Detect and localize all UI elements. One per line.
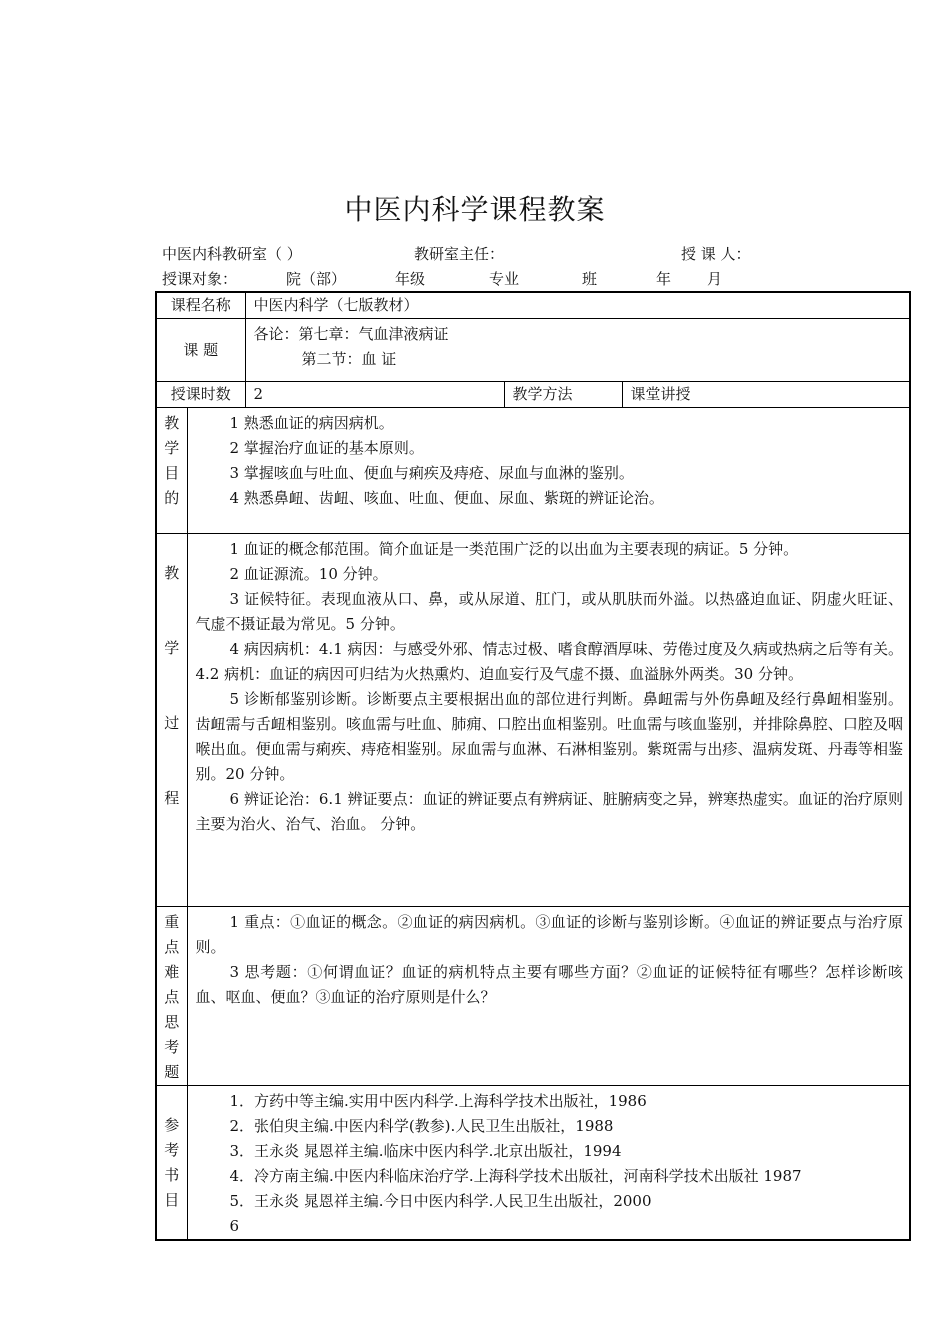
row-hours [156, 382, 910, 408]
goal-item: 1 熟悉血证的病因病机。 [229, 414, 394, 432]
goals-label-char: 学 [164, 439, 180, 457]
process-label-char: 过 [164, 714, 180, 732]
key-label-char: 点 [164, 938, 180, 956]
process-label-char: 程 [164, 789, 180, 807]
year-label: 年 [656, 270, 672, 288]
row-topic [156, 319, 910, 382]
key-content [187, 907, 910, 1086]
ref-item: 5．王永炎 晁恩祥主编.今日中医内科学.人民卫生出版社，2000 [229, 1192, 652, 1210]
key-item: 1 重点：①血证的概念。②血证的病因病机。③血证的诊断与鉴别诊断。④血证的辨证要点与治疗原则。 [195, 913, 904, 956]
process-item: 4 病因病机：4.1 病因：与感受外邪、情志过极、嗜食醇酒厚味、劳倦过度及久病或热病之后等有关。4.2 病机：血证的病因可归结为火热熏灼、迫血妄行及气虚不摄、血溢脉外两类。30 分钟。 [195, 640, 904, 683]
process-item: 6 辨证论治：6.1 辨证要点：血证的辨证要点有辨病证、脏腑病变之异，辨寒热虚实。血证的治疗原则主要为治火、治气、治血。 分钟。 [195, 790, 904, 833]
process-item: 2 血证源流。10 分钟。 [229, 565, 388, 583]
page-title: 中医内科学课程教案 [344, 193, 606, 226]
ref-label-char: 参 [164, 1116, 180, 1134]
ref-label-char: 考 [164, 1141, 180, 1159]
row-goals [156, 408, 910, 534]
goals-label-char: 目 [164, 464, 180, 482]
process-label-char: 教 [164, 564, 180, 582]
key-label [156, 907, 187, 1086]
process-content [187, 534, 910, 907]
process-label-char: 学 [164, 639, 180, 657]
grade-label: 年级 [395, 270, 426, 288]
row-course [156, 292, 910, 319]
ref-label-char: 目 [164, 1191, 180, 1209]
ref-label [156, 1086, 187, 1241]
teacher-label: 授 课 人： [681, 245, 751, 263]
ref-item: 1．方药中等主编.实用中医内科学.上海科学技术出版社，1986 [229, 1092, 647, 1110]
hours-value: 2 [245, 382, 504, 408]
method-value: 课堂讲授 [622, 382, 910, 408]
row-process [156, 534, 910, 907]
goal-item: 4 熟悉鼻衄、齿衄、咳血、吐血、便血、尿血、紫斑的辨证论治。 [229, 489, 664, 507]
director-label: 教研室主任： [414, 245, 505, 263]
ref-item: 2．张伯臾主编.中医内科学(教参).人民卫生出版社，1988 [229, 1117, 614, 1135]
key-label-char: 重 [164, 913, 180, 931]
ref-item: 3．王永炎 晁恩祥主编.临床中医内科学.北京出版社，1994 [229, 1142, 622, 1160]
key-item: 3 思考题：①何谓血证？血证的病机特点主要有哪些方面？②血证的证候特征有哪些？怎样诊断咳血、呕血、便血？③血证的治疗原则是什么？ [195, 963, 904, 1006]
key-label-char: 题 [164, 1063, 180, 1081]
audience-label: 授课对象： [162, 270, 238, 288]
topic-cell [245, 319, 910, 382]
lesson-plan-table [155, 291, 911, 1241]
process-item: 5 诊断郁鉴别诊断。诊断要点主要根据出血的部位进行判断。鼻衄需与外伤鼻衄及经行鼻衄相鉴别。齿衄需与舌衄相鉴别。咳血需与吐血、肺痈、口腔出血相鉴别。吐血需与咳血鉴别，并排除鼻腔、口腔及咽喉出血。便血需与痢疾、痔疮相鉴别。尿血需与血淋、石淋相鉴别。紫斑需与出疹、温病发斑、丹毒等相鉴别。20 分钟。 [195, 690, 904, 783]
row-refs [156, 1086, 910, 1241]
course-label: 课程名称 [156, 292, 245, 319]
ref-label-char: 书 [164, 1166, 180, 1184]
college-label: 院（部） [286, 270, 347, 288]
process-item: 3 证候特征。表现血液从口、鼻，或从尿道、肛门，或从肌肤而外溢。以热盛迫血证、阴虚火旺证、气虚不摄证最为常见。5 分钟。 [195, 590, 904, 633]
refs-content [187, 1086, 910, 1241]
ref-item: 4．冷方南主编.中医内科临床治疗学.上海科学技术出版社，河南科学技术出版社 1987 [229, 1167, 802, 1185]
goal-item: 2 掌握治疗血证的基本原则。 [229, 439, 424, 457]
goals-content [187, 408, 910, 534]
process-label [156, 534, 187, 907]
dept-label: 中医内科教研室（ ） [162, 245, 302, 263]
method-label: 教学方法 [504, 382, 622, 408]
major-label: 专业 [489, 270, 520, 288]
key-label-char: 点 [164, 988, 180, 1006]
topic-label: 课 题 [156, 319, 245, 382]
key-label-char: 考 [164, 1038, 180, 1056]
class-label: 班 [582, 270, 598, 288]
goal-item: 3 掌握咳血与吐血、便血与痢疾及痔疮、尿血与血淋的鉴别。 [229, 464, 634, 482]
course-value: 中医内科学（七版教材） [245, 292, 910, 319]
hours-label: 授课时数 [156, 382, 245, 408]
key-label-char: 难 [164, 963, 180, 981]
key-label-char: 思 [164, 1013, 180, 1031]
row-key [156, 907, 910, 1086]
topic-line-1: 各论：第七章：气血津液病证 [253, 325, 449, 343]
goals-label [156, 408, 187, 534]
month-label: 月 [707, 270, 723, 288]
ref-item: 6 [229, 1217, 240, 1235]
goals-label-char: 的 [164, 489, 180, 507]
goals-label-char: 教 [164, 414, 180, 432]
process-item: 1 血证的概念郁范围。简介血证是一类范围广泛的以出血为主要表现的病证。5 分钟。 [229, 540, 799, 558]
topic-line-2: 第二节：血 证 [301, 350, 397, 368]
